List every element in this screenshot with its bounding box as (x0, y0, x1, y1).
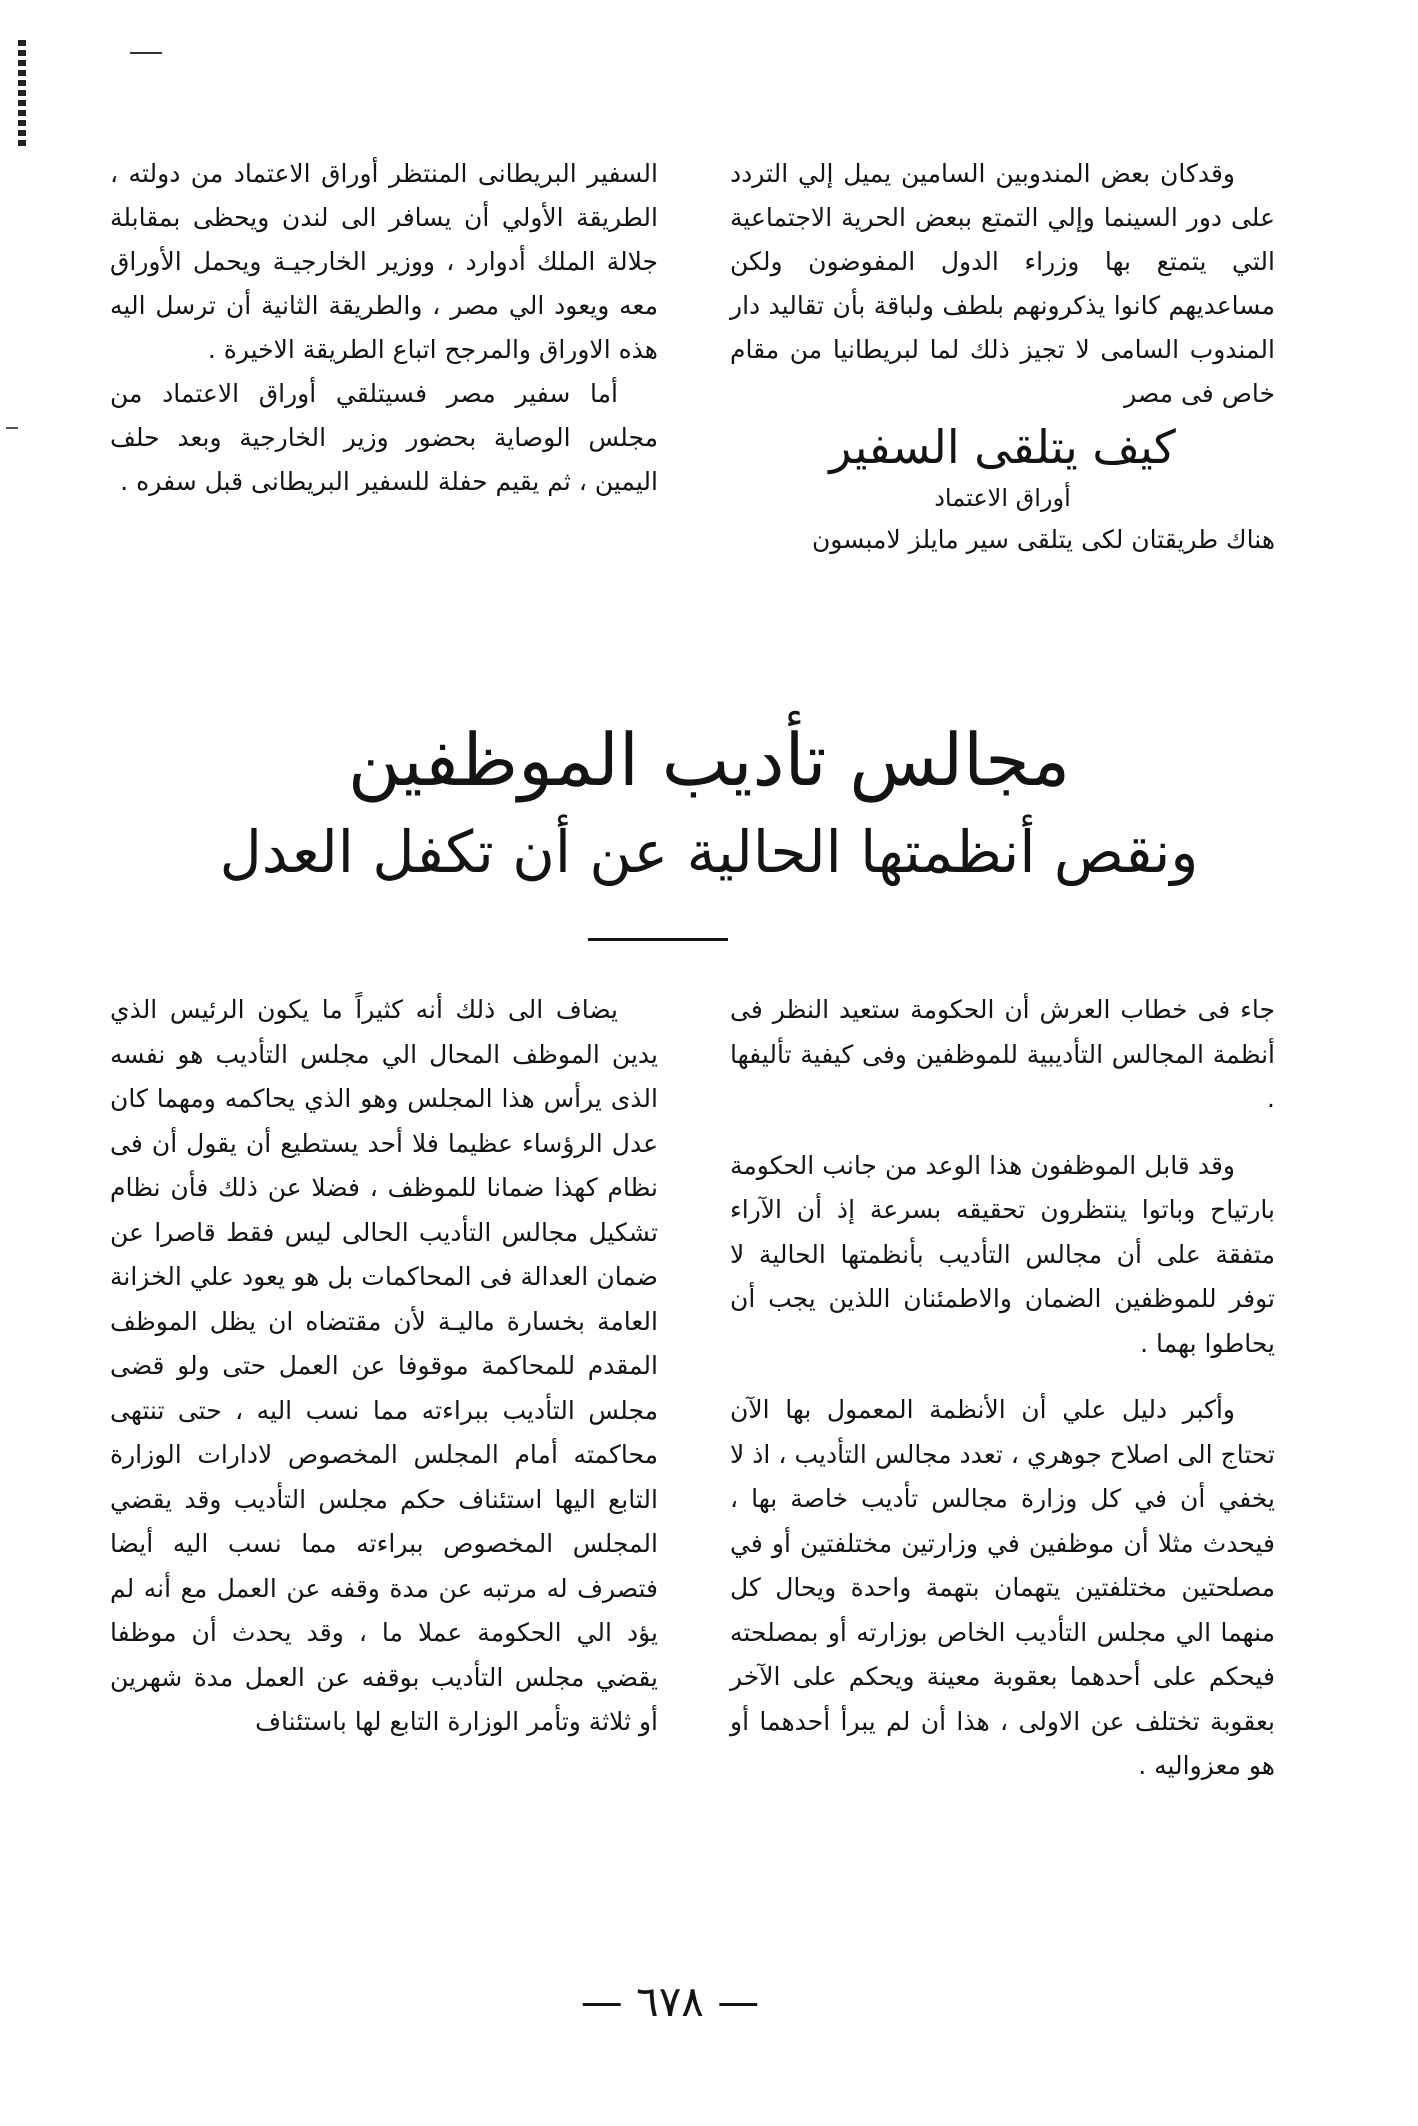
header-rule (130, 52, 162, 54)
top-left-para-1: السفير البريطانى المنتظر أوراق الاعتماد من دولته ، الطريقة الأولي أن يسافر الى لندن ويحظى بمقابلة جلالة الملك أدوارد ، ووزير الخارجيـة ويحمل الأوراق معه ويعود الي مصر ، والطريقة الثانية أن ترسل اليه هذه الاوراق والمرجح اتباع الطريقة الاخيرة . (110, 159, 658, 364)
main-right-para-1: جاء فى خطاب العرش أن الحكومة ستعيد النظر فى أنظمة المجالس التأديبية للموظفين وفى كيفية تأليفها . (730, 995, 1275, 1113)
section-subhead: كيف يتلقى السفير (829, 420, 1176, 474)
article-subheadline: ونقص أنظمتها الحالية عن أن تكفل العدل (219, 818, 1199, 886)
top-article-right-column (730, 152, 1275, 562)
margin-mark (6, 427, 18, 429)
scan-edge-mark (18, 40, 26, 150)
paragraph-gap (730, 1122, 1275, 1144)
main-left-para-1: يضاف الى ذلك أنه كثيراً ما يكون الرئيس الذي يدين الموظف المحال الي مجلس التأديب هو نفسه الذى يرأس هذا المجلس وهو الذي يحاكمه ومهما كان عدل الرؤساء عظيما فلا أحد يستطيع أن يقول أن فى نظام كهذا ضمانا للموظف ، فضلا عن ذلك فأن نظام تشكيل مجالس التأديب الحالى ليس فقط قاصرا عن ضمان العدالة فى المحاكمات بل هو يعود علي الخزانة العامة بخسارة ماليـة لأن مقتضاه ان يظل الموظف المقدم للمحاكمة موقوفا عن العمل حتى ولو قضى مجلس التأديب ببراءته مما نسب اليه ، حتى تنتهى محاكمته أمام المجلس المخصوص لادارات الوزارة التابع اليها استئناف حكم مجلس التأديب وقد يقضي المجلس المخصوص ببراءته مما نسب اليه أيضا فتصرف له مرتبه عن مدة وقفه عن العمل مع أنه لم يؤد الي الحكومة عملا ما ، وقد يحدث أن موظفا يقضي مجلس التأديب بوقفه عن العمل مدة شهرين أو ثلاثة وتأمر الوزارة التابع لها باستئناف (110, 995, 658, 1736)
headline-divider (588, 938, 728, 941)
main-right-para-2: وقد قابل الموظفون هذا الوعد من جانب الحكومة بارتياح وباتوا ينتظرون تحقيقه بسرعة إذ أن الآراء متفقة على أن مجالس التأديب بأنظمتها الحالية لا توفر للموظفين الضمان والاطمئنان اللذين يجب أن يحاطوا بهما . (730, 1150, 1275, 1358)
top-right-after-subhead: هناك طريقتان لكى يتلقى سير مايلز لامبسون (811, 525, 1275, 554)
top-right-intro: وقدكان بعض المندوبين السامين يميل إلي التردد على دور السينما وإلي التمتع ببعض الحرية الاجتماعية التي يتمتع بها وزراء الدول المفوضون ولكن مساعديهم كانوا يذكرونهم بلطف ولباقة بأن تقاليد دار المندوب السامى لا تجيز ذلك لما لبريطانيا من مقام خاص فى مصر (730, 159, 1275, 408)
main-article-left-column (110, 988, 658, 1745)
page-number: — ٦٧٨ — (580, 1977, 760, 2026)
paragraph-gap (730, 1366, 1275, 1388)
section-subhead-sub: أوراق الاعتماد (934, 484, 1071, 512)
article-headline: مجالس تأديب الموظفين (347, 718, 1071, 802)
top-left-para-2: أما سفير مصر فسيتلقي أوراق الاعتماد من مجلس الوصاية بحضور وزير الخارجية وبعد حلف اليمين ، ثم يقيم حفلة للسفير البريطانى قبل سفره . (110, 379, 658, 496)
main-article-right-column (730, 988, 1275, 1789)
main-right-para-3: وأكبر دليل علي أن الأنظمة المعمول بها الآن تحتاج الى اصلاح جوهري ، تعدد مجالس التأديب ، اذ لا يخفي أن في كل وزارة مجالس تأديب خاصة بها ، فيحدث مثلا أن موظفين في وزارتين مختلفتين أو في مصلحتين مختلفتين يتهمان بتهمة واحدة ويحال كل منهما الي مجلس التأديب الخاص بوزارته أو بمصلحته فيحكم على أحدهما بعقوبة معينة ويحكم على الآخر بعقوبة تختلف عن الاولى ، هذا أن لم يبرأ أحدهما أو هو معزواليه . (730, 1395, 1275, 1780)
top-article-left-column (110, 152, 658, 504)
